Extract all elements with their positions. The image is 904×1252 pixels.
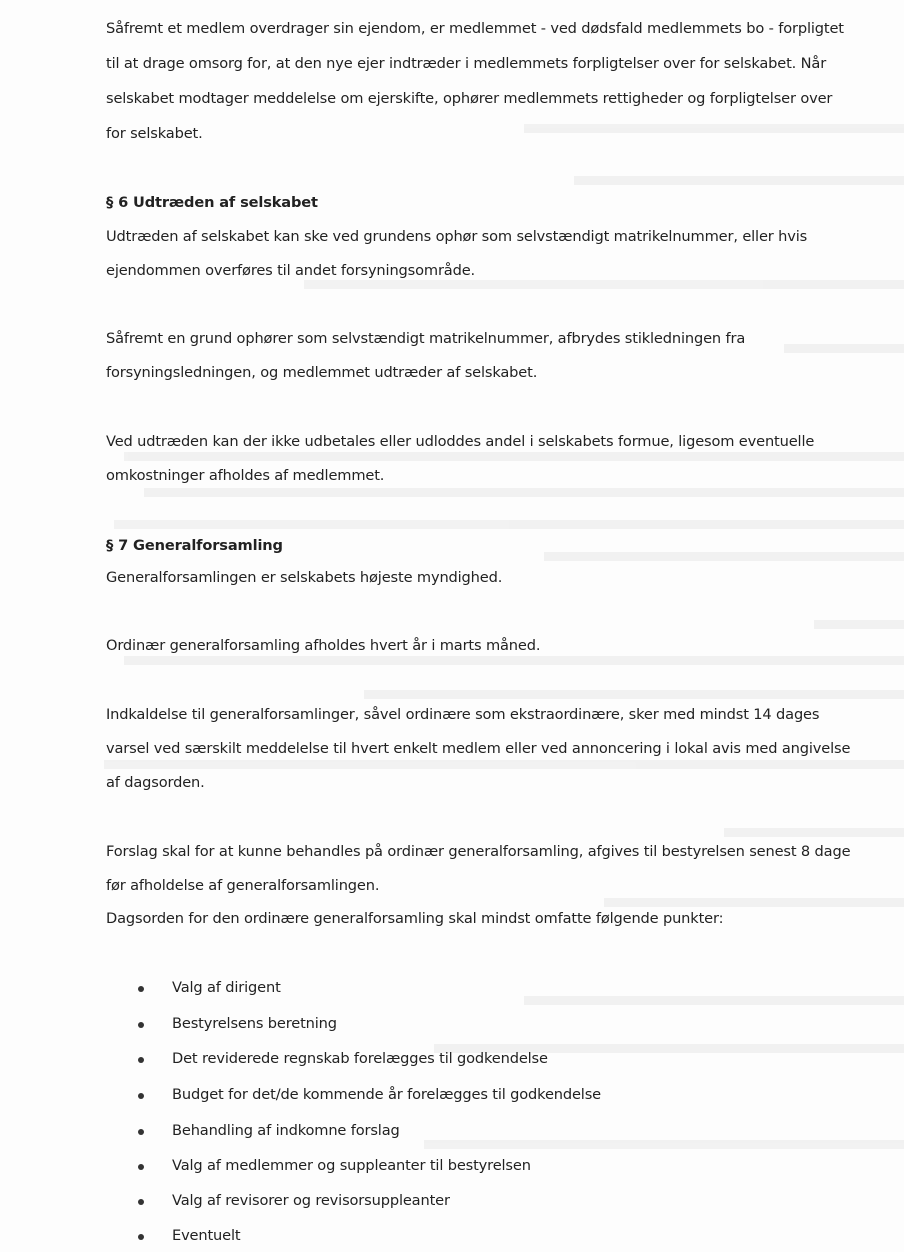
list-item-text: Valg af revisorer og revisorsuppleanter	[172, 1192, 450, 1209]
bullet-icon	[138, 1164, 144, 1170]
list-item-text: Valg af medlemmer og suppleanter til bestyrelsen	[172, 1157, 531, 1174]
bullet-icon	[138, 986, 144, 992]
section-7-paragraph-5: Dagsorden for den ordinære generalforsamling skal mindst omfatte følgende punkter:	[106, 910, 724, 927]
section-6-paragraph-2-line: Såfremt en grund ophører som selvstændigt matrikelnummer, afbrydes stikledningen fra	[106, 330, 746, 347]
section-7-paragraph-2: Ordinær generalforsamling afholdes hvert år i marts måned.	[106, 637, 541, 654]
bullet-icon	[138, 1234, 144, 1240]
paragraph-line: selskabet modtager meddelelse om ejerskifte, ophører medlemmets rettigheder og forpligtelser over	[106, 90, 833, 107]
bullet-icon	[138, 1057, 144, 1063]
bullet-icon	[138, 1199, 144, 1205]
section-7-paragraph-3-line: Indkaldelse til generalforsamlinger, såvel ordinære som ekstraordinære, sker med mindst 14 dages	[106, 706, 820, 723]
section-6-paragraph-1-line: ejendommen overføres til andet forsyningsområde.	[106, 262, 476, 279]
bullet-icon	[138, 1129, 144, 1135]
paragraph-line: til at drage omsorg for, at den nye ejer indtræder i medlemmets forpligtelser over for selskabet. Når	[106, 55, 827, 72]
section-7-heading: § 7 Generalforsamling	[106, 537, 283, 554]
paragraph-line: for selskabet.	[106, 125, 203, 142]
section-7-paragraph-3-line: af dagsorden.	[106, 774, 205, 791]
section-7-paragraph-3-line: varsel ved særskilt meddelelse til hvert enkelt medlem eller ved annoncering i lokal avis med angivelse	[106, 740, 851, 757]
list-item-text: Valg af dirigent	[172, 979, 281, 996]
list-item-text: Behandling af indkomne forslag	[172, 1122, 400, 1139]
section-7-paragraph-1: Generalforsamlingen er selskabets højeste myndighed.	[106, 569, 503, 586]
bullet-icon	[138, 1022, 144, 1028]
section-6-paragraph-3-line: omkostninger afholdes af medlemmet.	[106, 467, 385, 484]
list-item-text: Budget for det/de kommende år forelægges til godkendelse	[172, 1086, 601, 1103]
list-item-text: Det reviderede regnskab forelægges til godkendelse	[172, 1050, 548, 1067]
section-6-paragraph-3-line: Ved udtræden kan der ikke udbetales eller udloddes andel i selskabets formue, ligesom eventuelle	[106, 433, 815, 450]
list-item-text: Bestyrelsens beretning	[172, 1015, 337, 1032]
paragraph-line: Såfremt et medlem overdrager sin ejendom, er medlemmet - ved dødsfald medlemmets bo - forpligtet	[106, 20, 844, 37]
section-6-heading: § 6 Udtræden af selskabet	[106, 194, 318, 211]
section-7-paragraph-4-line: før afholdelse af generalforsamlingen.	[106, 877, 380, 894]
section-6-paragraph-2-line: forsyningsledningen, og medlemmet udtræder af selskabet.	[106, 364, 538, 381]
bullet-icon	[138, 1093, 144, 1099]
section-7-paragraph-4-line: Forslag skal for at kunne behandles på ordinær generalforsamling, afgives til bestyrelsen senest 8 dage	[106, 843, 851, 860]
section-6-paragraph-1-line: Udtræden af selskabet kan ske ved grundens ophør som selvstændigt matrikelnummer, eller hvis	[106, 228, 808, 245]
list-item-text: Eventuelt	[172, 1227, 241, 1244]
